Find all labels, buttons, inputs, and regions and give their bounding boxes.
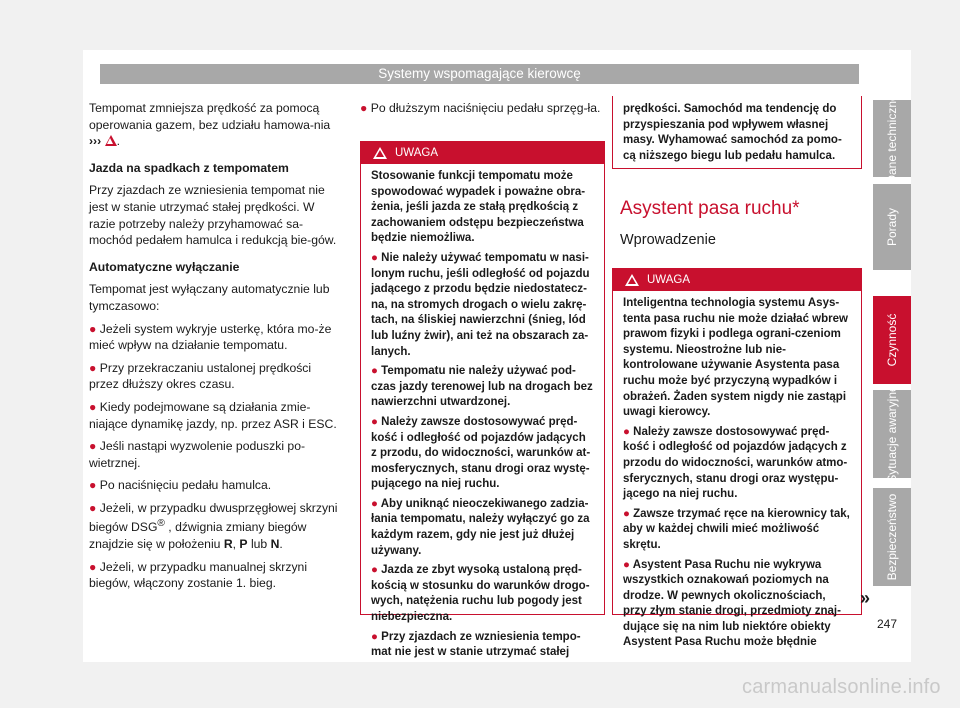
bullet-icon: ● <box>89 360 97 375</box>
reference-arrows[interactable]: ››› <box>89 134 102 149</box>
list-item: ● Kiedy podejmowane są działania zmie-niające dynamikę jazdy, np. przez ASR i ESC. <box>89 399 337 431</box>
bullet-icon: ● <box>89 399 97 414</box>
list-item: ● Po dłuższym naciśnięciu pedału sprzęg-ła. <box>360 101 601 115</box>
tab-dane-techniczne[interactable]: Dane techniczne <box>873 100 911 177</box>
warning-box-continued: prędkości. Samochód ma tendencję do przyspieszania pod wpływem własnej masy. Wyhamować samochód za pomo-cą niższego biegu lub pedału hamulca. <box>612 96 862 169</box>
tab-sytuacje-awaryjne[interactable]: Sytuacje awaryjne <box>873 390 911 478</box>
list-item: ● Asystent Pasa Ruchu nie wykrywa wszystkich oznakowań poziomych na drodze. W pewnych okolicznościach, przy złym stanie drogi, przedmioty znaj-dujące się na nim lub niektóre obiekty Asystent Pasa Ruchu może błędnie <box>623 558 841 649</box>
list-item: ● Zawsze trzymać ręce na kierownicy tak, aby w każdej chwili mieć możliwość skrętu. <box>623 507 850 551</box>
list-item: ● Jeżeli, w przypadku dwusprzęgłowej skrzyni biegów DSG® , dźwignia zmiany biegów znajdzie się w położeniu R, P lub N. <box>89 500 338 552</box>
bullet-icon: ● <box>89 500 97 515</box>
section-title: Asystent pasa ruchu* <box>620 198 800 219</box>
column-2 <box>360 100 605 117</box>
page-number: 247 <box>877 617 898 631</box>
bullet-icon: ● <box>89 439 97 454</box>
paragraph: Tempomat jest wyłączany automatycznie lub tymczasowo: <box>89 282 330 313</box>
warning-box-lane-assist <box>612 268 862 649</box>
warning-intro: Stosowanie funkcji tempomatu może spowodować wypadek i poważne obra-żenia, jeśli jazda ze stałą prędkością z zachowaniem odstępu bezpieczeństwa będzie niemożliwa. <box>371 170 586 245</box>
list-item: ● Tempomatu nie należy używać pod-czas jazdy terenowej lub na drogach bez nawierzchni utwardzonej. <box>371 365 593 409</box>
list-item: ● Jeśli nastąpi wyzwolenie poduszki po-wietrznej. <box>89 439 306 470</box>
list-item: ● Nie należy używać tempomatu w nasi-lonym ruchu, jeśli odległość od pojazdu jadącego z przodu będzie niedostatecz-na, na stromych drogach o wielu zakrę-tach, na śliskiej nawierzchni (śnieg, lód lub luźny żwir), ani też na obszarach za-lanych. <box>371 251 590 358</box>
continued-icon: » <box>860 588 871 608</box>
heading-auto-off: Automatyczne wyłączanie <box>89 259 240 274</box>
bullet-icon: ● <box>89 559 97 574</box>
list-item: ● Należy zawsze dostosowywać pręd-kość i odległość od pojazdów jadących z przodu, do widoczności, warunków at-mosferycznych, stanu drogi oraz wystę-pującego na niej ruchu. <box>371 415 591 491</box>
bullet-icon: ● <box>89 321 97 336</box>
warning-box-cruise <box>360 141 605 659</box>
list-item: ● Aby uniknąć nieoczekiwanego zadzia-łania tempomatu, należy wyłączyć go za każdym razem, gdy nie jest już dłużej używany. <box>371 497 590 557</box>
tab-porady[interactable]: Porady <box>873 184 911 270</box>
warning-triangle-icon[interactable] <box>105 135 117 146</box>
bullet-icon: ● <box>89 478 97 493</box>
warning-icon <box>625 274 639 286</box>
section-subtitle: Wprowadzenie <box>620 232 716 248</box>
bullet-icon: ● <box>360 101 368 115</box>
list-item: ● Jeżeli system wykryje usterkę, która mo-że mieć wpływ na działanie tempomatu. <box>89 321 332 353</box>
tab-bezpieczenstwo[interactable]: Bezpieczeństwo <box>873 488 911 586</box>
warning-header: UWAGA <box>361 142 604 164</box>
list-item: ● Przy przekraczaniu ustalonej prędkości przez dłuższy okres czasu. <box>89 360 312 392</box>
watermark: carmanualsonline.info <box>742 676 941 698</box>
paragraph: Przy zjazdach ze wzniesienia tempomat nie jest w stanie utrzymać stałej prędkości. W razie potrzeby należy przyhamować sa-mochód pedałem hamulca i redukcją bie-gów. <box>89 183 337 248</box>
paragraph: Tempomat zmniejsza prędkość za pomocą operowania gazem, bez udziału hamowa-nia ››› . <box>89 101 331 149</box>
list-item: ● Przy zjazdach ze wzniesienia tempo-mat nie jest w stanie utrzymać stałej <box>371 630 581 659</box>
heading-downhill: Jazda na spadkach z tempomatem <box>89 160 289 175</box>
warning-intro: Inteligentna technologia systemu Asys-tenta pasa ruchu nie może działać wbrew prawom fizyki i podlega ograni-czeniom systemu. Nieostrożne lub nie-kontrolowane używanie Asystenta pasa ruchu może być przyczyną wypadków i obrażeń. Żaden system nigdy nie zastąpi uwagi kierowcy. <box>623 297 848 419</box>
column-1 <box>89 100 339 592</box>
warning-icon <box>373 147 387 159</box>
list-item: ● Jeżeli, w przypadku manualnej skrzyni biegów, włączony zostanie 1. bieg. <box>89 559 308 591</box>
list-item: ● Należy zawsze dostosowywać pręd-kość i odległość od pojazdów jadących z przodu do widoczności, warunków atmo-sferycznych, stanu drogi oraz występu-jącego na niej ruchu. <box>623 425 848 501</box>
page-header: Systemy wspomagające kierowcę <box>100 64 859 84</box>
list-item: ● Po naciśnięciu pedału hamulca. <box>89 478 272 493</box>
tab-czynnosc[interactable]: Czynność <box>873 296 911 384</box>
warning-header: UWAGA <box>613 269 861 291</box>
list-item: ● Jazda ze zbyt wysoką ustaloną pręd-kością w stosunku do warunków drogo-wych, natężenia ruchu lub pogody jest niebezpieczna. <box>371 564 590 624</box>
